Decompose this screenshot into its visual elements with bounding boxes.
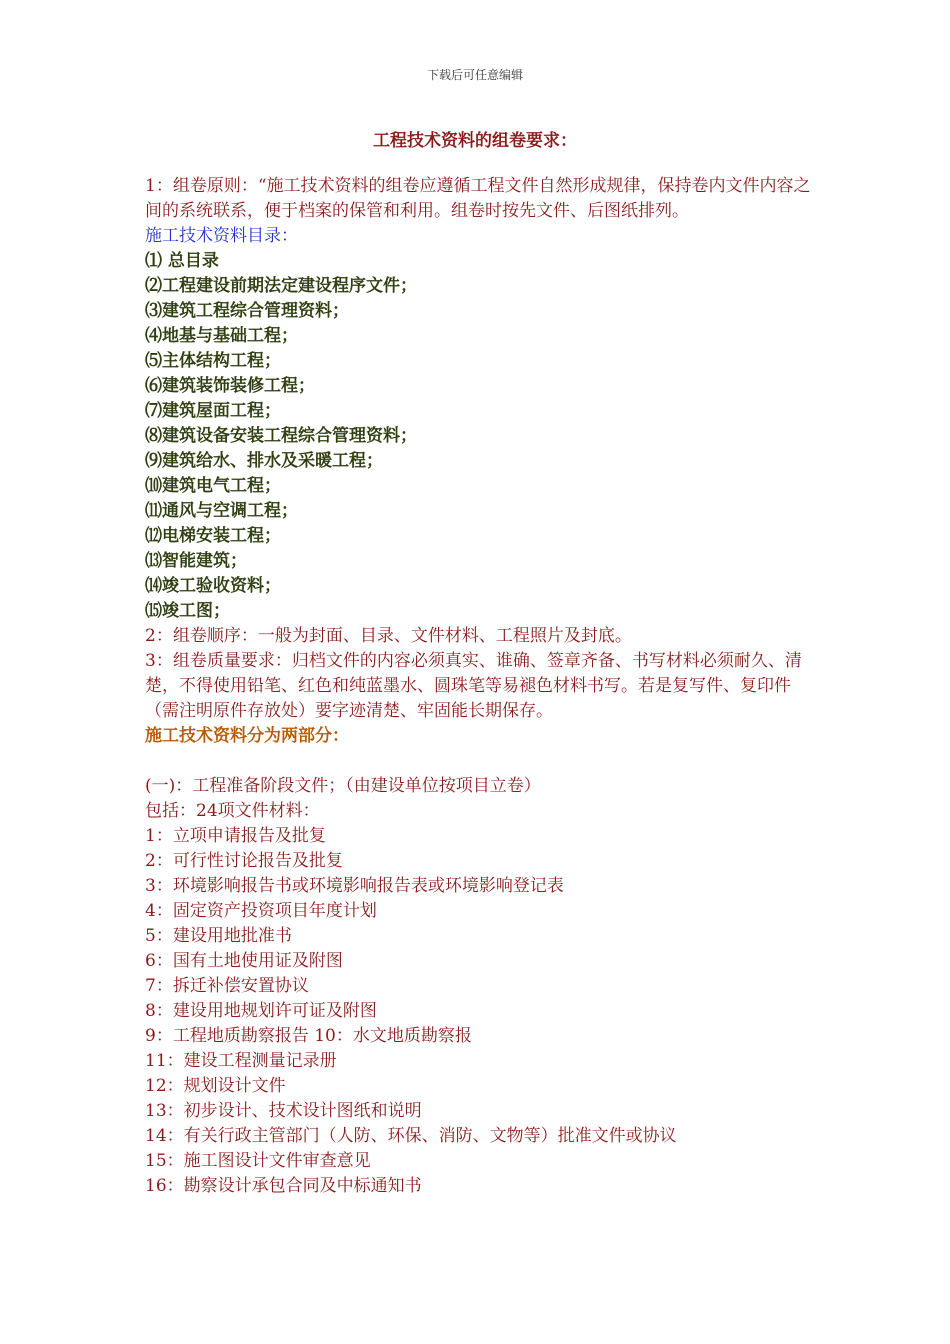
catalog-item: ⑿电梯安装工程；	[145, 526, 281, 546]
catalog-item: ⑼建筑给水、排水及采暖工程；	[145, 451, 383, 471]
list-item: 2：可行性讨论报告及批复	[145, 851, 343, 871]
catalog-item: ⑻建筑设备安装工程综合管理资料；	[145, 426, 417, 446]
list-item: 9：工程地质勘察报告 10：水文地质勘察报	[145, 1026, 472, 1046]
part1-list	[145, 824, 815, 1199]
catalog-item: ⑾通风与空调工程；	[145, 501, 298, 521]
parts-heading: 施工技术资料分为两部分：	[145, 726, 349, 746]
catalog-item: ⑸主体结构工程；	[145, 351, 281, 371]
list-item: 7：拆迁补偿安置协议	[145, 976, 309, 996]
catalog-item: ⑵工程建设前期法定建设程序文件；	[145, 276, 417, 296]
order-paragraph: 2：组卷顺序：一般为封面、目录、文件材料、工程照片及封底。	[145, 626, 632, 646]
catalog-item: ⑹建筑装饰装修工程；	[145, 376, 315, 396]
part1-title: (一)：工程准备阶段文件；（由建设单位按项目立卷）	[145, 776, 541, 796]
catalog-list	[145, 249, 815, 624]
list-item: 13：初步设计、技术设计图纸和说明	[145, 1101, 422, 1121]
quality-paragraph: 3：组卷质量要求：归档文件的内容必须真实、谁确、签章齐备、书写材料必须耐久、清楚，不得使用铅笔、红色和纯蓝墨水、圆珠笔等易褪色材料书写。若是复写件、复印件（需注明原件存放处）要字迹清楚、牢固能长期保存。	[145, 651, 802, 721]
catalog-item: ⑽建筑电气工程；	[145, 476, 281, 496]
list-item: 6：国有土地使用证及附图	[145, 951, 343, 971]
list-item: 16：勘察设计承包合同及中标通知书	[145, 1176, 422, 1196]
list-item: 12：规划设计文件	[145, 1076, 286, 1096]
page-header: 下载后可任意编辑	[426, 68, 523, 82]
list-item: 5：建设用地批准书	[145, 926, 292, 946]
principle-paragraph: 1：组卷原则：“施工技术资料的组卷应遵循工程文件自然形成规律，保持卷内文件内容之间的系统联系，便于档案的保管和利用。组卷时按先文件、后图纸排列。	[145, 176, 811, 221]
list-item: 3：环境影响报告书或环境影响报告表或环境影响登记表	[145, 876, 564, 896]
catalog-item: ⒁竣工验收资料；	[145, 576, 281, 596]
list-item: 8：建设用地规划许可证及附图	[145, 1001, 377, 1021]
catalog-item: ⑷地基与基础工程；	[145, 326, 298, 346]
list-item: 4：固定资产投资项目年度计划	[145, 901, 377, 921]
list-item: 14：有关行政主管部门（人防、环保、消防、文物等）批准文件或协议	[145, 1126, 677, 1146]
document-body	[145, 174, 815, 1199]
blank-line	[145, 749, 815, 774]
list-item: 1：立项申请报告及批复	[145, 826, 326, 846]
catalog-item: ⒂竣工图；	[145, 601, 230, 621]
catalog-item: ⒀智能建筑；	[145, 551, 247, 571]
list-item: 11：建设工程测量记录册	[145, 1051, 337, 1071]
list-item: 15：施工图设计文件审查意见	[145, 1151, 371, 1171]
catalog-item: ⑺建筑屋面工程；	[145, 401, 281, 421]
catalog-heading: 施工技术资料目录：	[145, 226, 298, 246]
catalog-item: ⑶建筑工程综合管理资料；	[145, 301, 349, 321]
catalog-item: ⑴ 总目录	[145, 251, 219, 271]
document-title: 工程技术资料的组卷要求：	[373, 131, 577, 151]
part1-includes: 包括：24项文件材料：	[145, 801, 320, 821]
